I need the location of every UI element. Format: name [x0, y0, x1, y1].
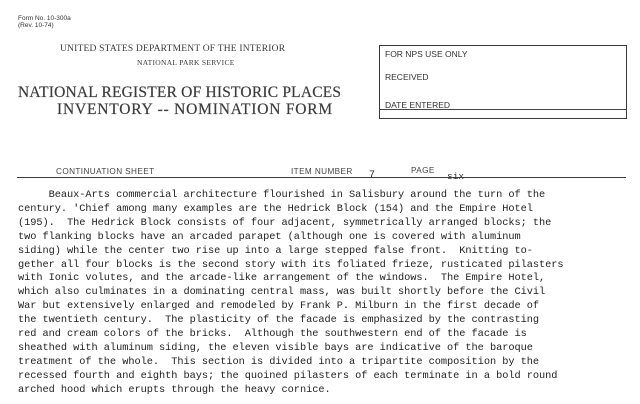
item-number-label: ITEM NUMBER [291, 167, 353, 176]
service-name: NATIONAL PARK SERVICE [137, 58, 235, 67]
form-number: Form No. 10-300a [18, 15, 71, 22]
header-divider [17, 177, 626, 178]
body-line: (195). The Hedrick Block consists of four adjacent, symmetrically arranged blocks; the [18, 216, 552, 229]
description-body [18, 189, 564, 398]
body-line: Beaux-Arts commercial architecture flourished in Salisbury around the turn of the [18, 189, 546, 201]
body-line: arched hood which erupts through the heavy cornice. [18, 383, 331, 396]
nps-use-only-label: FOR NPS USE ONLY [385, 49, 468, 59]
date-entered-label: DATE ENTERED [385, 100, 451, 110]
body-line: sheathed with aluminum siding, the eleven visible bays are indicative of the baroque [18, 341, 533, 354]
form-title-line1: NATIONAL REGISTER OF HISTORIC PLACES [18, 84, 342, 101]
body-line: with Ionic volutes, and the arcade-like arrangement of the windows. The Empire Hotel, [18, 272, 546, 285]
page-value: six [447, 171, 465, 182]
page-label: PAGE [411, 166, 435, 175]
continuation-sheet-label: CONTINUATION SHEET [56, 167, 155, 176]
body-line: War but extensively enlarged and remodeled by Frank P. Milburn in the first decade of [18, 300, 539, 313]
body-line: red and cream colors of the bricks. Although the southwestern end of the facade is [18, 328, 527, 341]
body-line: century. 'Chief among many examples are the Hedrick Block (154) and the Empire Hotel [18, 202, 533, 215]
body-line: the twentieth century. The plasticity of the facade is emphasized by the contrasting [18, 314, 539, 327]
form-revision: (Rev. 10-74) [18, 22, 54, 29]
item-number-value: 7 [369, 170, 376, 181]
body-line: siding) while the center two rise up into a large stepped false front. Knitting to- [18, 244, 533, 257]
body-line: two flanking blocks have an arcaded parapet (although one is covered with aluminum [18, 230, 521, 243]
body-line: recessed fourth and eighth bays; the quoined pilasters of each terminate in a bold round [18, 369, 558, 382]
body-line: gether all four blocks is the second story with its foliated frieze, rusticated pilasters [18, 258, 564, 271]
body-line: treatment of the whole. This section is divided into a tripartite composition by the [18, 355, 539, 368]
agency-name: UNITED STATES DEPARTMENT OF THE INTERIOR [60, 44, 286, 54]
body-line: which also culminates in a dominating central mass, was built shortly before the Civil [18, 286, 546, 299]
form-title-line2: INVENTORY -- NOMINATION FORM [57, 101, 333, 118]
received-label: RECEIVED [385, 72, 429, 82]
